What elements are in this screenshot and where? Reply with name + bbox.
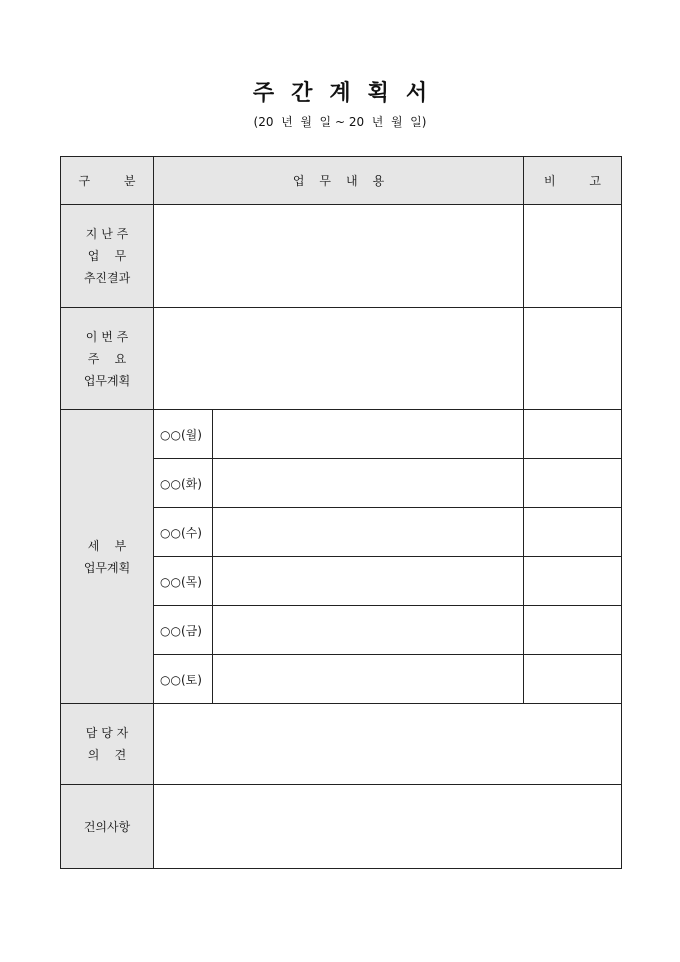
last-week-label: 지 난 주 업 무 추진결과 [61, 205, 154, 308]
suggestion-label: 건의사항 [61, 785, 154, 869]
day-remarks-cell[interactable] [524, 606, 622, 655]
day-label-sat: ○○(토) [154, 655, 213, 704]
document-title: 주간계획서 [252, 80, 445, 106]
day-content-cell[interactable] [213, 410, 524, 459]
this-week-content-cell[interactable] [154, 308, 524, 410]
day-label-fri: ○○(금) [154, 606, 213, 655]
day-content-cell[interactable] [213, 606, 524, 655]
day-content-cell[interactable] [213, 557, 524, 606]
remarks-header: 비 고 [524, 157, 622, 205]
day-content-cell[interactable] [213, 508, 524, 557]
last-week-remarks-cell[interactable] [524, 205, 622, 308]
day-content-cell[interactable] [213, 655, 524, 704]
this-week-label: 이 번 주 주 요 업무계획 [61, 308, 154, 410]
day-remarks-cell[interactable] [524, 508, 622, 557]
opinion-label: 담 당 자 의 견 [61, 704, 154, 785]
detail-plan-label: 세 부 업무계획 [61, 410, 154, 704]
weekly-plan-table [60, 156, 622, 869]
day-content-cell[interactable] [213, 459, 524, 508]
this-week-remarks-cell[interactable] [524, 308, 622, 410]
category-header: 구 분 [61, 157, 154, 205]
day-label-mon: ○○(월) [154, 410, 213, 459]
day-remarks-cell[interactable] [524, 410, 622, 459]
day-label-thu: ○○(목) [154, 557, 213, 606]
date-period: (20 년 월 일 ~ 20 년 월 일) [253, 115, 427, 129]
day-label-tue: ○○(화) [154, 459, 213, 508]
last-week-content-cell[interactable] [154, 205, 524, 308]
content-header: 업무내용 [154, 157, 524, 205]
day-remarks-cell[interactable] [524, 655, 622, 704]
day-label-wed: ○○(수) [154, 508, 213, 557]
suggestion-cell[interactable] [154, 785, 622, 869]
day-remarks-cell[interactable] [524, 459, 622, 508]
day-remarks-cell[interactable] [524, 557, 622, 606]
opinion-cell[interactable] [154, 704, 622, 785]
